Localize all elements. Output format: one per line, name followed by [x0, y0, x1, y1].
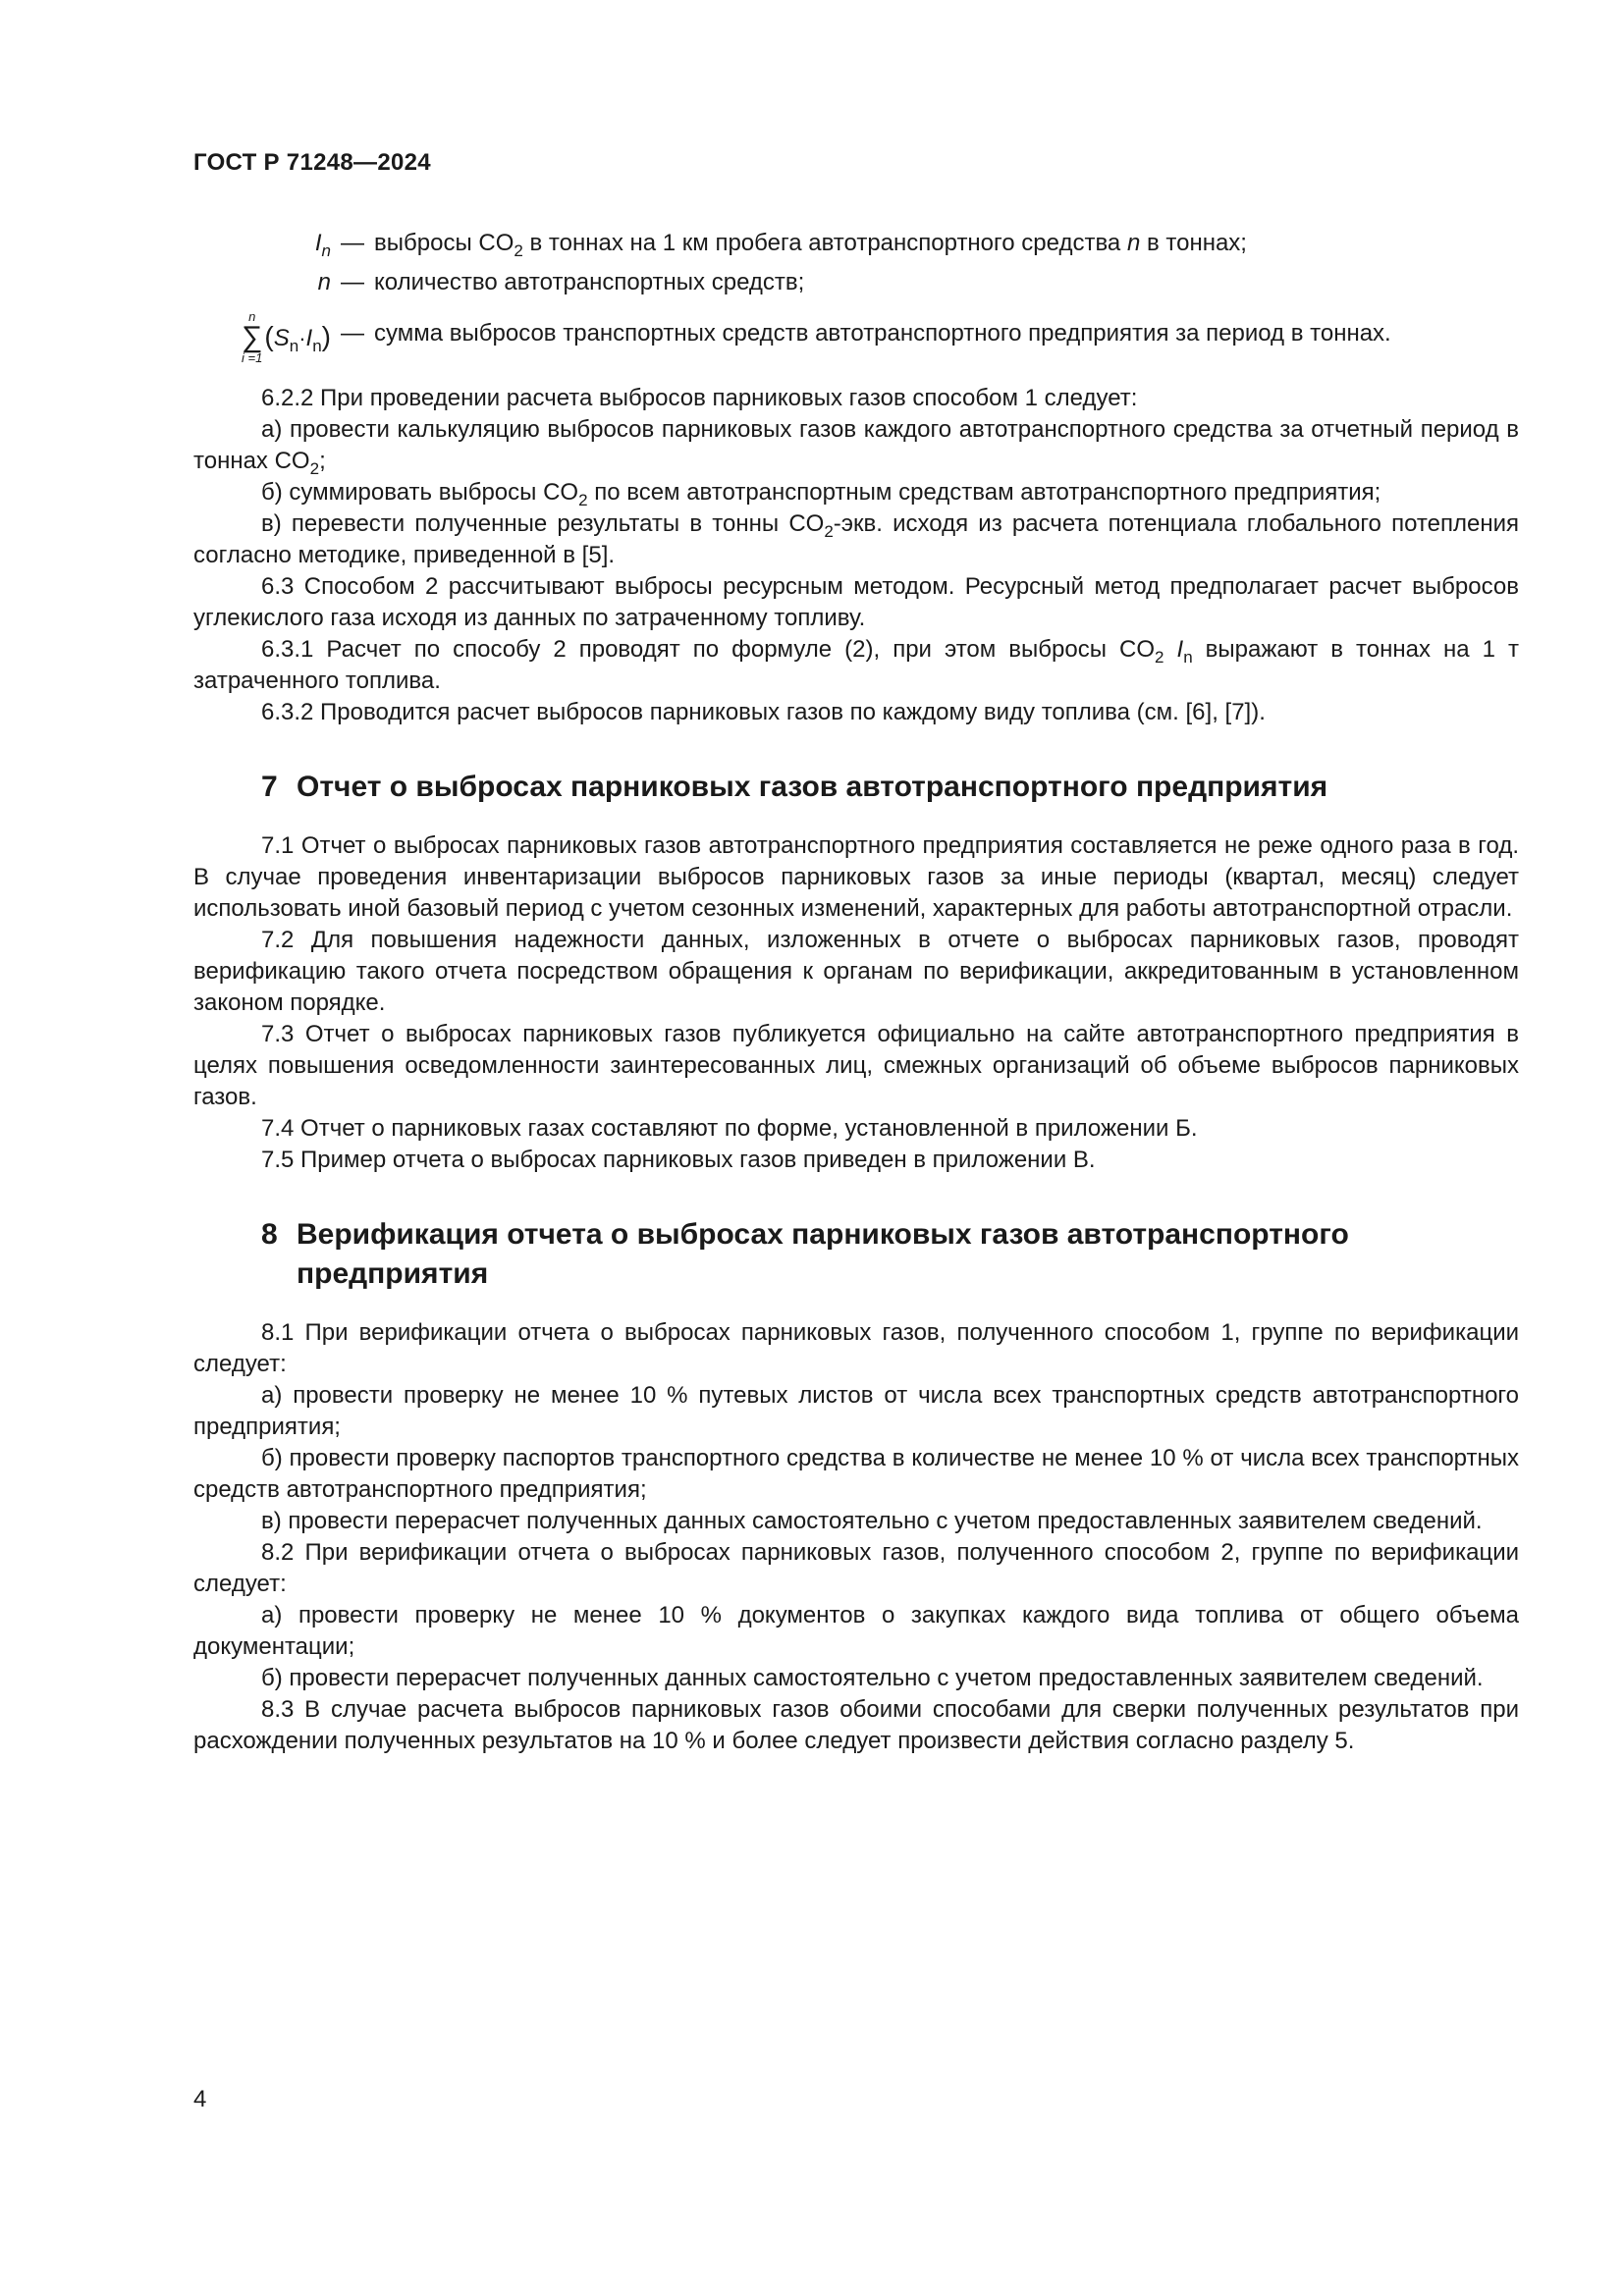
- summation-sign: n ∑ i =1: [242, 309, 263, 365]
- section-8-heading: [193, 1215, 1519, 1294]
- paragraph-8-2-b: б) провести перерасчет полученных данных самостоятельно с учетом предоставленных заявителем сведений.: [261, 1665, 1484, 1691]
- paragraph-8-1: 8.1 При верификации отчета о выбросах парниковых газов, полученного способом 1, группе по верификации следует:: [193, 1319, 1519, 1377]
- paragraph-8-1-b: б) провести проверку паспортов транспортного средства в количестве не менее 10 % от числа всех транспортных средств автотранспортного предприятия;: [193, 1445, 1519, 1503]
- paragraph-6-2-2-c: в) перевести полученные результаты в тонны $CO_2$-экв. исходя из расчета потенциала глобального потепления согласно методике, приведенной в [5].: [193, 510, 1519, 568]
- paragraph-7-4: 7.4 Отчет о парниковых газах составляют по форме, установленной в приложении Б.: [261, 1115, 1198, 1142]
- definition-row: [193, 228, 1519, 259]
- section-title: Верификация отчета о выбросах парниковых газов автотранспортного предприятия: [297, 1218, 1349, 1290]
- definition-dash: —: [341, 269, 364, 295]
- page-body: [193, 228, 1519, 1757]
- paragraph-6-3-2: 6.3.2 Проводится расчет выбросов парниковых газов по каждому виду топлива (см. [6], [7]).: [261, 699, 1266, 725]
- paragraph-6-2-2-a: а) провести калькуляцию выбросов парниковых газов каждого автотранспортного средства за отчетный период в тоннах $CO_2$;: [193, 416, 1519, 478]
- definition-symbol: n: [317, 269, 331, 295]
- paragraph-6-3-1: 6.3.1 Расчет по способу 2 проводят по формуле (2), при этом выбросы $CO_2$ $I_n$ выражают в тоннах на 1 т затраченного топлива.: [193, 636, 1519, 694]
- section-number: 8: [261, 1218, 278, 1251]
- definition-row: [193, 306, 1519, 369]
- paragraph-8-3: 8.3 В случае расчета выбросов парниковых газов обоими способами для сверки полученных результатов при расхождении полученных результатов на 10 % и более следует произвести действия согласно разделу 5.: [193, 1696, 1519, 1754]
- paragraph-8-2-a: а) провести проверку не менее 10 % документов о закупках каждого вида топлива от общего объема документации;: [193, 1602, 1519, 1660]
- paragraph-8-2: 8.2 При верификации отчета о выбросах парниковых газов, полученного способом 2, группе по верификации следует:: [193, 1539, 1519, 1597]
- page-number: 4: [193, 2086, 207, 2112]
- summation-formula: [193, 306, 331, 369]
- definition-text: выбросы $CO_2$ в тоннах на 1 км пробега автотранспортного средства n в тоннах;: [374, 230, 1247, 260]
- symbol-definitions: [193, 228, 1519, 369]
- definition-dash: —: [341, 320, 364, 347]
- paragraph-6-2-2: 6.2.2 При проведении расчета выбросов парниковых газов способом 1 следует:: [261, 385, 1138, 411]
- definition-text: количество автотранспортных средств;: [374, 269, 805, 295]
- summation-expression: $(S_n\cdot I_n)$: [264, 321, 331, 355]
- paragraph-7-2: 7.2 Для повышения надежности данных, изложенных в отчете о выбросах парниковых газов, проводят верификацию такого отчета посредством обращения к органам по верификации, аккредитованным в установленном законом порядке.: [193, 927, 1519, 1016]
- paragraph-7-1: 7.1 Отчет о выбросах парниковых газов автотранспортного предприятия составляется не реже одного раза в год. В случае проведения инвентаризации выбросов парниковых газов за иные периоды (квартал, месяц) следует использовать иной базовый период с учетом сезонных изменений, характерных для работы автотранспортной отрасли.: [193, 832, 1519, 922]
- paragraph-6-2-2-b: б) суммировать выбросы $CO_2$ по всем автотранспортным средствам автотранспортного предприятия;: [261, 479, 1381, 509]
- section-7-heading: [193, 768, 1519, 807]
- paragraph-7-3: 7.3 Отчет о выбросах парниковых газов публикуется официально на сайте автотранспортного предприятия в целях повышения осведомленности заинтересованных лиц, смежных организаций об объеме выбросов парниковых газов.: [193, 1021, 1519, 1110]
- definition-text: сумма выбросов транспортных средств автотранспортного предприятия за период в тоннах.: [374, 320, 1391, 347]
- document-header: ГОСТ Р 71248—2024: [193, 149, 431, 176]
- paragraph-8-1-c: в) провести перерасчет полученных данных самостоятельно с учетом предоставленных заявителем сведений.: [261, 1508, 1483, 1534]
- paragraph-7-5: 7.5 Пример отчета о выбросах парниковых газов приведен в приложении В.: [261, 1147, 1096, 1173]
- paragraph-6-3: 6.3 Способом 2 рассчитывают выбросы ресурсным методом. Ресурсный метод предполагает расчет выбросов углекислого газа исходя из данных по затраченному топливу.: [193, 573, 1519, 631]
- definition-row: [193, 267, 1519, 298]
- definition-dash: —: [341, 230, 364, 256]
- definition-symbol: $I_n$: [314, 230, 331, 260]
- section-number: 7: [261, 771, 278, 803]
- paragraph-8-1-a: а) провести проверку не менее 10 % путевых листов от числа всех транспортных средств автотранспортного предприятия;: [193, 1382, 1519, 1440]
- section-title: Отчет о выбросах парниковых газов автотранспортного предприятия: [297, 771, 1328, 803]
